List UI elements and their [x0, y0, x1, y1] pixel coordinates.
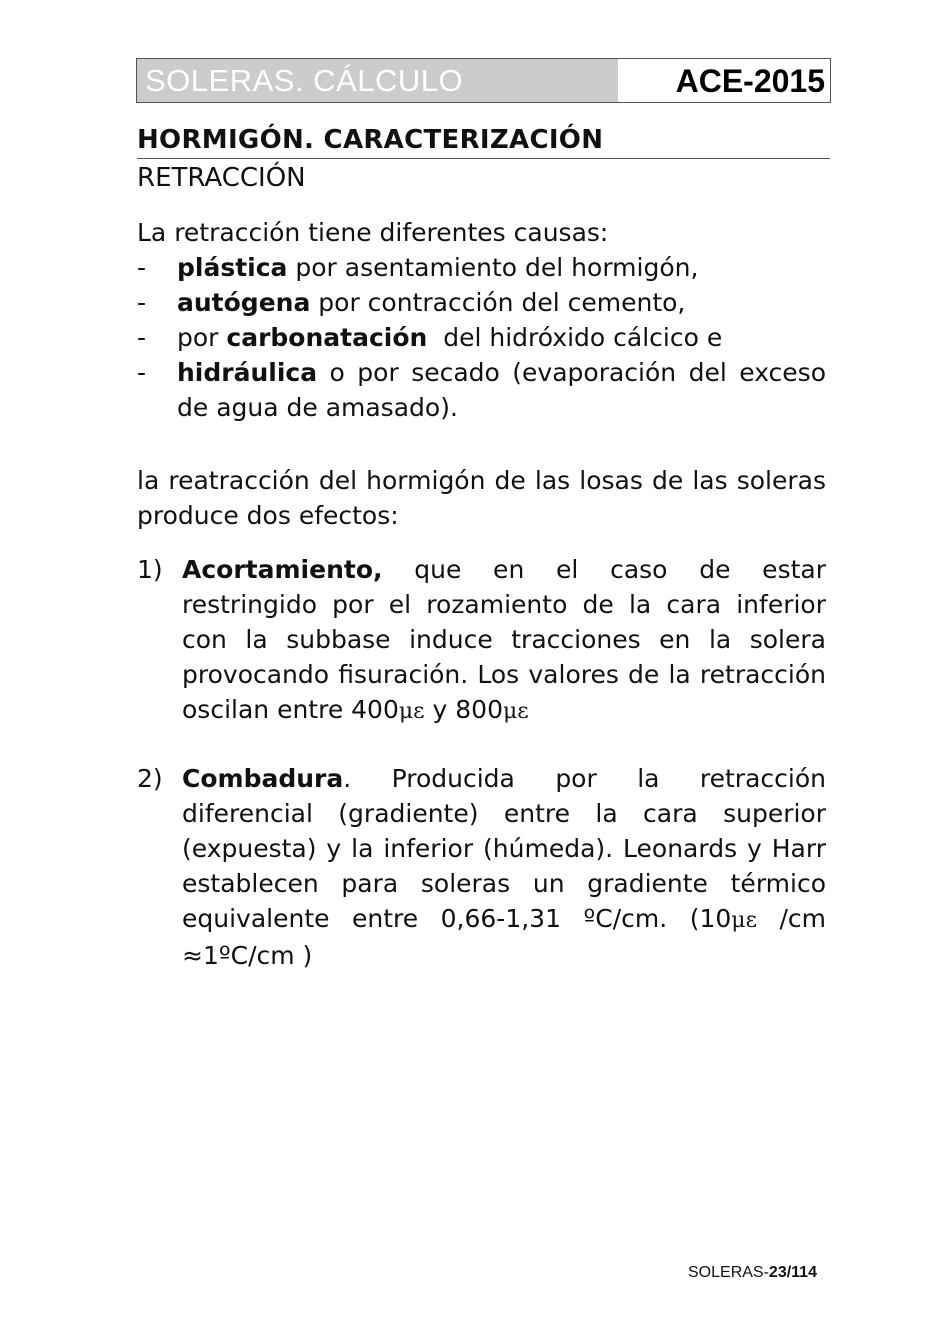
cause-item	[137, 250, 826, 285]
bullet-dash: -	[137, 323, 147, 352]
bullet-dash: -	[137, 253, 147, 282]
causes-list	[137, 250, 826, 425]
cause-item	[137, 285, 826, 320]
effect-text-tail: /cm ≈1ºC/cm )	[182, 904, 826, 970]
effect-term: Combadura	[182, 764, 344, 793]
effect-text-mid: y 800	[424, 695, 503, 724]
microstrain-unit: με	[502, 699, 529, 724]
header-code-panel	[618, 59, 830, 102]
microstrain-unit: με	[398, 699, 425, 724]
causes-block	[137, 215, 826, 425]
effects-intro: la reatracción del hormigón de las losas de las soleras produce dos efectos:	[137, 466, 826, 530]
section-subtitle: RETRACCIÓN	[137, 163, 306, 193]
section-title: HORMIGÓN. CARACTERIZACIÓN	[137, 124, 830, 159]
cause-text: o por secado (evaporación del exceso de agua de amasado).	[177, 358, 826, 422]
effect-item-1	[137, 552, 826, 729]
effect-combadura	[137, 761, 826, 973]
cause-term: autógena	[177, 288, 311, 317]
effect-text: que en el caso de estar restringido por el rozamiento de la cara inferior con la subbase induce tracciones en la solera provocando fisuración. Los valores de la retracción oscilan entre 400	[182, 555, 826, 724]
effect-term: Acortamiento,	[182, 555, 383, 584]
cause-prefix: por	[177, 323, 227, 352]
cause-term: carbonatación	[226, 323, 428, 352]
page-header	[136, 58, 831, 103]
cause-item	[137, 320, 826, 355]
footer-prefix: SOLERAS-	[688, 1264, 769, 1281]
item-number: 1)	[137, 555, 163, 584]
page-number: 23/114	[768, 1264, 817, 1281]
cause-term: plástica	[177, 253, 288, 282]
header-code: ACE-2015	[675, 62, 825, 99]
cause-item	[137, 355, 826, 425]
causes-lead: La retracción tiene diferentes causas:	[137, 218, 609, 247]
effect-text: . Producida por la retracción diferencial (gradiente) entre la cara superior (expuesta) y la inferior (húmeda). Leonards y Harr establecen para soleras un gradiente térmico equivalente entre 0,66-1,31 ºC/cm. (10	[182, 764, 826, 933]
effect-item-2	[137, 761, 826, 973]
cause-term: hidráulica	[177, 358, 318, 387]
effect-acortamiento	[137, 552, 826, 729]
header-title-panel	[137, 59, 618, 102]
bullet-dash: -	[137, 288, 147, 317]
cause-text: por asentamiento del hormigón,	[287, 253, 699, 282]
effects-list	[137, 552, 826, 729]
cause-text: del hidróxido cálcico e	[427, 323, 723, 352]
cause-text: por contracción del cemento,	[310, 288, 686, 317]
page-footer	[688, 1264, 817, 1282]
bullet-dash: -	[137, 358, 147, 387]
item-number: 2)	[137, 764, 163, 793]
header-title: SOLERAS. CÁLCULO	[145, 63, 464, 98]
effects-list	[137, 761, 826, 973]
microstrain-unit: με	[731, 908, 757, 933]
